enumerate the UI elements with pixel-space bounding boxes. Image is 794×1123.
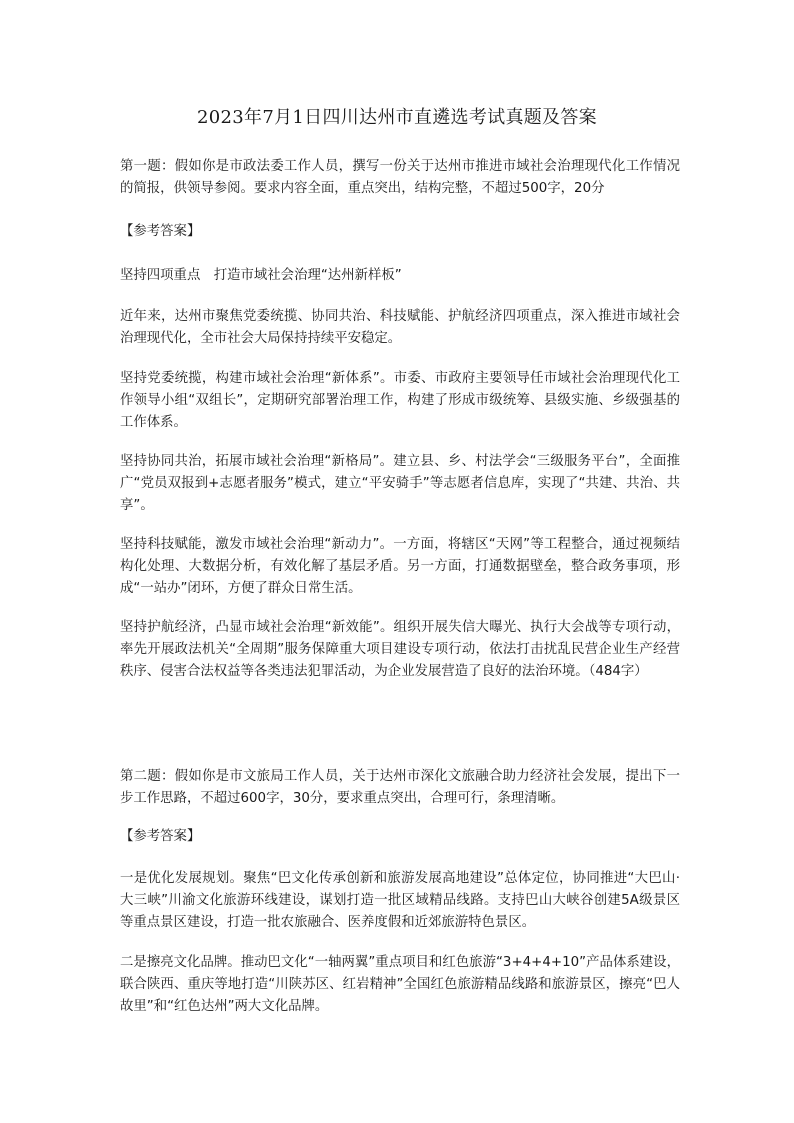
question-2-answer-label: 【参考答案】 <box>120 829 201 844</box>
answer-1-paragraph: 坚持协同共治，拓展市域社会治理“新格局”。建立县、乡、村法学会“三级服务平台”，全面推广“党员双报到+志愿者服务”模式，建立“平安骑手”等志愿者信息库，实现了“共建、共治、共享”。 <box>120 454 680 513</box>
answer-2-paragraph: 二是擦亮文化品牌。推动巴文化“一轴两翼”重点项目和红色旅游“3+4+4+10”产品体系建设，联合陕西、重庆等地打造“川陕苏区、红岩精神”全国红色旅游精品线路和旅游景区，擦亮“巴人故里”和“红色达州”两大文化品牌。 <box>120 955 680 1014</box>
document-title: 2023年7月1日四川达州市直遴选考试真题及答案 <box>197 107 597 128</box>
question-2-prompt: 第二题：假如你是市文旅局工作人员，关于达州市深化文旅融合助力经济社会发展，提出下一步工作思路，不超过600字，30分，要求重点突出，合理可行，条理清晰。 <box>120 769 680 806</box>
question-1-prompt: 第一题：假如你是市政法委工作人员，撰写一份关于达州市推进市域社会治理现代化工作情况的简报，供领导参阅。要求内容全面，重点突出，结构完整，不超过500字，20分 <box>120 159 680 196</box>
answer-1-paragraph: 近年来，达州市聚焦党委统揽、协同共治、科技赋能、护航经济四项重点，深入推进市域社会治理现代化，全市社会大局保持持续平安稳定。 <box>120 309 680 346</box>
answer-1-headline: 坚持四项重点 打造市域社会治理“达州新样板” <box>120 268 402 283</box>
answer-2-paragraph: 一是优化发展规划。聚焦“巴文化传承创新和旅游发展高地建设”总体定位，协同推进“大巴山·大三峡”川渝文化旅游环线建设，谋划打造一批区域精品线路。支持巴山大峡谷创建5A级景区等重点景区建设，打造一批农旅融合、医养度假和近郊旅游特色景区。 <box>120 871 680 930</box>
question-1-answer-label: 【参考答案】 <box>120 224 201 239</box>
answer-1-paragraph: 坚持护航经济，凸显市域社会治理“新效能”。组织开展失信大曝光、执行大会战等专项行动，率先开展政法机关“全周期”服务保障重大项目建设专项行动，依法打击扰乱民营企业生产经营秩序、侵害合法权益等各类违法犯罪活动，为企业发展营造了良好的法治环境。（484字） <box>120 620 680 679</box>
answer-1-paragraph: 坚持党委统揽，构建市域社会治理“新体系”。市委、市政府主要领导任市域社会治理现代化工作领导小组“双组长”，定期研究部署治理工作，构建了形成市级统筹、县级实施、乡级强基的工作体系。 <box>120 371 680 430</box>
answer-1-paragraph: 坚持科技赋能，激发市域社会治理“新动力”。一方面，将辖区“天网”等工程整合，通过视频结构化处理、大数据分析，有效化解了基层矛盾。另一方面，打通数据壁垒，整合政务事项，形成“一站办”闭环，方便了群众日常生活。 <box>120 537 680 596</box>
